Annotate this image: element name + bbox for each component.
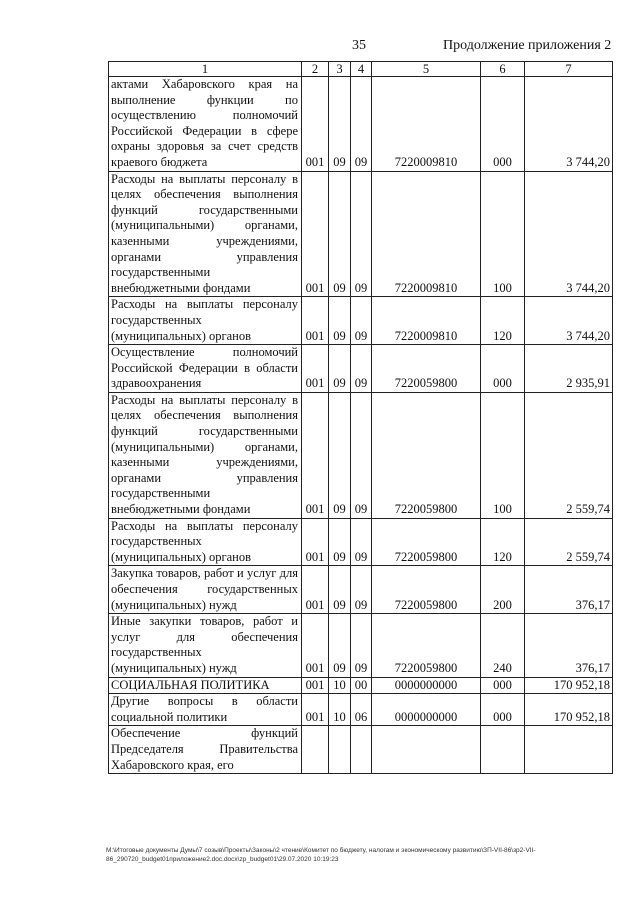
cell-section: 09 bbox=[329, 345, 351, 393]
row-description: Обеспечение функций Председателя Правительства Хабаровского края, его bbox=[109, 726, 302, 774]
document-path-footer: M:\Итоговые документы Думы\7 созыв\Проекты\Законы\2 чтение\Комитет по бюджету, налогам и экономическому развитию\ЗП-VII-86\зр2-VII-86_290720_budget01приложение2.doc.docx\zp_budget01\29.07.2020 10:19:23 bbox=[106, 847, 536, 863]
cell-subsection: 09 bbox=[351, 77, 372, 172]
cell-target-article: 7220059800 bbox=[372, 614, 481, 677]
cell-expense-type: 000 bbox=[481, 694, 525, 726]
cell-amount bbox=[525, 726, 613, 774]
row-description: Осуществление полномочий Российской Федерации в области здравоохранения bbox=[109, 345, 302, 393]
cell-target-article: 0000000000 bbox=[372, 694, 481, 726]
row-description: Расходы на выплаты персоналу в целях обеспечения выполнения функций государственными (муниципальными) органами, казенными учреждениями, органами управления государственными внебюджетными фондами bbox=[109, 392, 302, 518]
cell-target-article bbox=[372, 726, 481, 774]
cell-expense-type: 000 bbox=[481, 77, 525, 172]
row-description: Расходы на выплаты персоналу государственных (муниципальных) органов bbox=[109, 297, 302, 345]
cell-target-article: 7220059800 bbox=[372, 345, 481, 393]
cell-section: 10 bbox=[329, 694, 351, 726]
column-number: 2 bbox=[302, 62, 329, 77]
table-row bbox=[109, 171, 613, 297]
table-row bbox=[109, 726, 613, 774]
cell-ministry-code bbox=[302, 726, 329, 774]
cell-target-article: 7220009810 bbox=[372, 77, 481, 172]
cell-ministry-code: 001 bbox=[302, 345, 329, 393]
cell-subsection: 09 bbox=[351, 171, 372, 297]
cell-section: 10 bbox=[329, 677, 351, 694]
cell-subsection: 06 bbox=[351, 694, 372, 726]
cell-ministry-code: 001 bbox=[302, 392, 329, 518]
cell-amount: 3 744,20 bbox=[525, 171, 613, 297]
column-number: 6 bbox=[481, 62, 525, 77]
table-row bbox=[109, 345, 613, 393]
budget-table bbox=[108, 61, 613, 774]
cell-target-article: 7220059800 bbox=[372, 518, 481, 566]
cell-expense-type: 120 bbox=[481, 297, 525, 345]
page-number: 35 bbox=[352, 38, 366, 53]
cell-ministry-code: 001 bbox=[302, 694, 329, 726]
table-row bbox=[109, 297, 613, 345]
cell-section: 09 bbox=[329, 297, 351, 345]
column-number: 7 bbox=[525, 62, 613, 77]
row-description: Закупка товаров, работ и услуг для обеспечения государственных (муниципальных) нужд bbox=[109, 566, 302, 614]
cell-ministry-code: 001 bbox=[302, 566, 329, 614]
cell-expense-type: 000 bbox=[481, 677, 525, 694]
row-description: СОЦИАЛЬНАЯ ПОЛИТИКА bbox=[109, 677, 302, 694]
cell-amount: 2 559,74 bbox=[525, 392, 613, 518]
cell-subsection: 09 bbox=[351, 614, 372, 677]
cell-ministry-code: 001 bbox=[302, 297, 329, 345]
cell-subsection: 09 bbox=[351, 566, 372, 614]
cell-target-article: 7220009810 bbox=[372, 297, 481, 345]
table-row bbox=[109, 614, 613, 677]
table-row bbox=[109, 677, 613, 694]
cell-ministry-code: 001 bbox=[302, 77, 329, 172]
cell-ministry-code: 001 bbox=[302, 518, 329, 566]
cell-subsection: 09 bbox=[351, 518, 372, 566]
cell-target-article: 7220009810 bbox=[372, 171, 481, 297]
row-description: Иные закупки товаров, работ и услуг для обеспечения государственных (муниципальных) нужд bbox=[109, 614, 302, 677]
cell-expense-type: 120 bbox=[481, 518, 525, 566]
cell-subsection bbox=[351, 726, 372, 774]
table-row bbox=[109, 566, 613, 614]
cell-section: 09 bbox=[329, 566, 351, 614]
cell-ministry-code: 001 bbox=[302, 171, 329, 297]
column-number: 3 bbox=[329, 62, 351, 77]
cell-section: 09 bbox=[329, 518, 351, 566]
cell-target-article: 7220059800 bbox=[372, 566, 481, 614]
column-number-row bbox=[109, 62, 613, 77]
table-row bbox=[109, 694, 613, 726]
cell-amount: 376,17 bbox=[525, 614, 613, 677]
cell-section: 09 bbox=[329, 77, 351, 172]
cell-expense-type: 000 bbox=[481, 345, 525, 393]
cell-expense-type: 100 bbox=[481, 171, 525, 297]
cell-subsection: 09 bbox=[351, 297, 372, 345]
cell-ministry-code: 001 bbox=[302, 677, 329, 694]
row-description: актами Хабаровского края на выполнение функции по осуществлению полномочий Российской Федерации в сфере охраны здоровья за счет средств краевого бюджета bbox=[109, 77, 302, 172]
cell-amount: 3 744,20 bbox=[525, 297, 613, 345]
cell-expense-type bbox=[481, 726, 525, 774]
row-description: Другие вопросы в области социальной политики bbox=[109, 694, 302, 726]
table-row bbox=[109, 77, 613, 172]
cell-amount: 3 744,20 bbox=[525, 77, 613, 172]
cell-target-article: 7220059800 bbox=[372, 392, 481, 518]
cell-amount: 2 559,74 bbox=[525, 518, 613, 566]
column-number: 5 bbox=[372, 62, 481, 77]
table-row bbox=[109, 392, 613, 518]
cell-section bbox=[329, 726, 351, 774]
appendix-continuation-label: Продолжение приложения 2 bbox=[443, 38, 612, 53]
column-number: 1 bbox=[109, 62, 302, 77]
cell-expense-type: 240 bbox=[481, 614, 525, 677]
cell-amount: 170 952,18 bbox=[525, 694, 613, 726]
cell-amount: 376,17 bbox=[525, 566, 613, 614]
cell-subsection: 09 bbox=[351, 345, 372, 393]
cell-amount: 2 935,91 bbox=[525, 345, 613, 393]
cell-section: 09 bbox=[329, 171, 351, 297]
cell-expense-type: 100 bbox=[481, 392, 525, 518]
table-row bbox=[109, 518, 613, 566]
cell-subsection: 09 bbox=[351, 392, 372, 518]
cell-amount: 170 952,18 bbox=[525, 677, 613, 694]
cell-ministry-code: 001 bbox=[302, 614, 329, 677]
cell-section: 09 bbox=[329, 392, 351, 518]
cell-subsection: 00 bbox=[351, 677, 372, 694]
column-number: 4 bbox=[351, 62, 372, 77]
cell-expense-type: 200 bbox=[481, 566, 525, 614]
cell-section: 09 bbox=[329, 614, 351, 677]
row-description: Расходы на выплаты персоналу в целях обеспечения выполнения функций государственными (муниципальными) органами, казенными учреждениями, органами управления государственными внебюджетными фондами bbox=[109, 171, 302, 297]
cell-target-article: 0000000000 bbox=[372, 677, 481, 694]
row-description: Расходы на выплаты персоналу государственных (муниципальных) органов bbox=[109, 518, 302, 566]
